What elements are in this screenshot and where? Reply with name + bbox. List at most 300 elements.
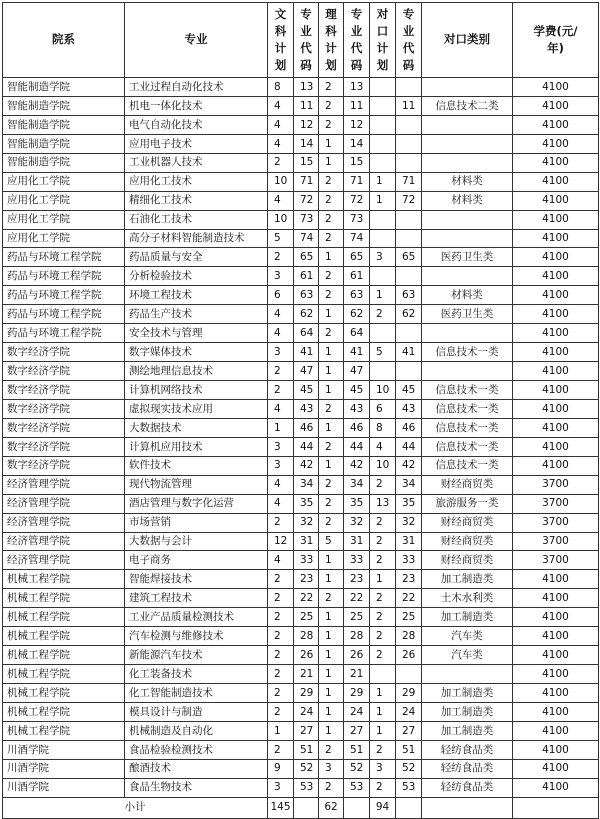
total-label: 小计	[3, 797, 268, 818]
voc-code-cell: 34	[396, 475, 422, 494]
sci-code-cell: 61	[344, 267, 370, 286]
fee-cell: 4100	[513, 456, 599, 475]
sci-code-cell: 31	[344, 532, 370, 551]
major-cell: 工业过程自动化技术	[125, 78, 268, 97]
sci-plan-cell: 2	[319, 115, 344, 134]
header-dept: 院系	[3, 3, 125, 78]
dept-cell: 智能制造学院	[3, 153, 125, 172]
table-row	[3, 172, 599, 191]
table-row	[3, 551, 599, 570]
major-cell: 化工智能制造技术	[125, 684, 268, 703]
fee-cell: 4100	[513, 134, 599, 153]
major-cell: 虚拟现实技术应用	[125, 399, 268, 418]
sci-plan-cell: 3	[319, 759, 344, 778]
dept-cell: 智能制造学院	[3, 96, 125, 115]
sci-code-cell: 13	[344, 78, 370, 97]
arts-plan-cell: 3	[268, 778, 294, 797]
voc-code-cell: 29	[396, 684, 422, 703]
voc-category-cell: 医药卫生类	[422, 248, 513, 267]
arts-code-cell: 65	[294, 248, 319, 267]
arts-plan-cell: 2	[268, 627, 294, 646]
voc-category-cell	[422, 210, 513, 229]
voc-code-cell: 11	[396, 96, 422, 115]
sci-plan-cell: 1	[319, 665, 344, 684]
voc-code-cell: 65	[396, 248, 422, 267]
arts-code-cell: 11	[294, 96, 319, 115]
sci-plan-cell: 2	[319, 210, 344, 229]
sci-code-cell: 32	[344, 513, 370, 532]
major-cell: 食品生物技术	[125, 778, 268, 797]
major-cell: 食品检验检测技术	[125, 740, 268, 759]
major-cell: 酿酒技术	[125, 759, 268, 778]
sci-plan-cell: 2	[319, 191, 344, 210]
fee-cell: 4100	[513, 191, 599, 210]
major-cell: 计算机应用技术	[125, 437, 268, 456]
major-cell: 数字媒体技术	[125, 343, 268, 362]
voc-code-cell: 35	[396, 494, 422, 513]
dept-cell: 机械工程学院	[3, 608, 125, 627]
arts-code-cell: 33	[294, 551, 319, 570]
arts-code-cell: 74	[294, 229, 319, 248]
header-arts-plan: 文科计划	[268, 3, 294, 78]
arts-plan-cell: 2	[268, 589, 294, 608]
table-row	[3, 115, 599, 134]
sci-plan-cell: 1	[319, 343, 344, 362]
table-row	[3, 513, 599, 532]
dept-cell: 机械工程学院	[3, 665, 125, 684]
total-empty-5	[513, 797, 599, 818]
dept-cell: 数字经济学院	[3, 343, 125, 362]
arts-plan-cell: 3	[268, 343, 294, 362]
fee-cell: 4100	[513, 627, 599, 646]
sci-code-cell: 23	[344, 570, 370, 589]
fee-cell: 4100	[513, 589, 599, 608]
voc-category-cell: 加工制造类	[422, 702, 513, 721]
header-voc-code: 专业代码	[396, 3, 422, 78]
voc-code-cell	[396, 665, 422, 684]
arts-plan-cell: 2	[268, 248, 294, 267]
voc-plan-cell: 4	[370, 437, 396, 456]
sci-plan-cell: 1	[319, 702, 344, 721]
table-row	[3, 740, 599, 759]
sci-plan-cell: 1	[319, 646, 344, 665]
voc-code-cell: 26	[396, 646, 422, 665]
header-sci-plan: 理科计划	[319, 3, 344, 78]
major-cell: 电气自动化技术	[125, 115, 268, 134]
sci-plan-cell: 1	[319, 551, 344, 570]
voc-plan-cell: 1	[370, 721, 396, 740]
voc-plan-cell: 1	[370, 286, 396, 305]
total-empty-2	[344, 797, 370, 818]
enrollment-plan-table	[2, 2, 599, 819]
arts-plan-cell: 10	[268, 210, 294, 229]
voc-category-cell: 材料类	[422, 286, 513, 305]
voc-plan-cell: 1	[370, 702, 396, 721]
voc-category-cell: 加工制造类	[422, 608, 513, 627]
fee-cell: 3700	[513, 494, 599, 513]
voc-category-cell: 轻纺食品类	[422, 759, 513, 778]
table-row	[3, 324, 599, 343]
arts-code-cell: 53	[294, 778, 319, 797]
table-row	[3, 475, 599, 494]
arts-plan-cell: 1	[268, 721, 294, 740]
fee-cell: 4100	[513, 267, 599, 286]
voc-plan-cell	[370, 665, 396, 684]
voc-plan-cell	[370, 78, 396, 97]
fee-cell: 4100	[513, 343, 599, 362]
dept-cell: 经济管理学院	[3, 551, 125, 570]
table-row	[3, 665, 599, 684]
table-row	[3, 229, 599, 248]
arts-code-cell: 23	[294, 570, 319, 589]
table-row	[3, 153, 599, 172]
table-row	[3, 191, 599, 210]
arts-plan-cell: 8	[268, 78, 294, 97]
voc-category-cell: 财经商贸类	[422, 475, 513, 494]
major-cell: 模具设计与制造	[125, 702, 268, 721]
voc-code-cell: 42	[396, 456, 422, 475]
arts-plan-cell: 4	[268, 475, 294, 494]
dept-cell: 数字经济学院	[3, 456, 125, 475]
major-cell: 应用化工技术	[125, 172, 268, 191]
dept-cell: 机械工程学院	[3, 702, 125, 721]
arts-code-cell: 63	[294, 286, 319, 305]
voc-category-cell: 汽车类	[422, 646, 513, 665]
arts-code-cell: 51	[294, 740, 319, 759]
dept-cell: 应用化工学院	[3, 229, 125, 248]
table-row	[3, 399, 599, 418]
voc-code-cell: 27	[396, 721, 422, 740]
table-row	[3, 759, 599, 778]
table-row	[3, 343, 599, 362]
sci-plan-cell: 1	[319, 456, 344, 475]
fee-cell: 3700	[513, 551, 599, 570]
voc-plan-cell	[370, 96, 396, 115]
voc-code-cell: 43	[396, 399, 422, 418]
arts-plan-cell: 9	[268, 759, 294, 778]
sci-plan-cell: 2	[319, 324, 344, 343]
major-cell: 药品质量与安全	[125, 248, 268, 267]
fee-cell: 4100	[513, 78, 599, 97]
major-cell: 酒店管理与数字化运营	[125, 494, 268, 513]
major-cell: 现代物流管理	[125, 475, 268, 494]
voc-category-cell: 信息技术二类	[422, 96, 513, 115]
arts-code-cell: 71	[294, 172, 319, 191]
sci-plan-cell: 2	[319, 286, 344, 305]
total-arts: 145	[268, 797, 294, 818]
arts-plan-cell: 2	[268, 513, 294, 532]
arts-plan-cell: 4	[268, 305, 294, 324]
arts-code-cell: 47	[294, 362, 319, 381]
arts-plan-cell: 2	[268, 381, 294, 400]
fee-cell: 4100	[513, 286, 599, 305]
table-row	[3, 286, 599, 305]
total-voc: 94	[370, 797, 396, 818]
dept-cell: 药品与环境工程学院	[3, 248, 125, 267]
sci-plan-cell: 1	[319, 381, 344, 400]
dept-cell: 机械工程学院	[3, 627, 125, 646]
dept-cell: 药品与环境工程学院	[3, 267, 125, 286]
sci-code-cell: 45	[344, 381, 370, 400]
voc-category-cell: 轻纺食品类	[422, 778, 513, 797]
sci-plan-cell: 1	[319, 684, 344, 703]
major-cell: 分析检验技术	[125, 267, 268, 286]
major-cell: 精细化工技术	[125, 191, 268, 210]
arts-code-cell: 44	[294, 437, 319, 456]
fee-cell: 4100	[513, 778, 599, 797]
sci-code-cell: 27	[344, 721, 370, 740]
major-cell: 测绘地理信息技术	[125, 362, 268, 381]
sci-code-cell: 52	[344, 759, 370, 778]
table-row	[3, 702, 599, 721]
arts-code-cell: 31	[294, 532, 319, 551]
dept-cell: 机械工程学院	[3, 721, 125, 740]
voc-category-cell: 信息技术一类	[422, 456, 513, 475]
voc-plan-cell: 2	[370, 608, 396, 627]
header-voc-plan: 对口计划	[370, 3, 396, 78]
sci-plan-cell: 1	[319, 608, 344, 627]
major-cell: 机电一体化技术	[125, 96, 268, 115]
arts-code-cell: 42	[294, 456, 319, 475]
fee-cell: 4100	[513, 96, 599, 115]
sci-plan-cell: 2	[319, 513, 344, 532]
voc-category-cell: 信息技术一类	[422, 343, 513, 362]
sci-plan-cell: 2	[319, 494, 344, 513]
voc-code-cell: 46	[396, 418, 422, 437]
voc-code-cell: 32	[396, 513, 422, 532]
fee-cell: 4100	[513, 437, 599, 456]
voc-category-cell	[422, 115, 513, 134]
table-row	[3, 570, 599, 589]
voc-plan-cell	[370, 115, 396, 134]
arts-plan-cell: 2	[268, 684, 294, 703]
sci-code-cell: 51	[344, 740, 370, 759]
sci-code-cell: 35	[344, 494, 370, 513]
arts-code-cell: 61	[294, 267, 319, 286]
total-row	[3, 797, 599, 818]
arts-code-cell: 22	[294, 589, 319, 608]
sci-code-cell: 28	[344, 627, 370, 646]
sci-code-cell: 12	[344, 115, 370, 134]
voc-code-cell: 45	[396, 381, 422, 400]
voc-code-cell: 24	[396, 702, 422, 721]
sci-code-cell: 25	[344, 608, 370, 627]
fee-cell: 3700	[513, 475, 599, 494]
sci-code-cell: 47	[344, 362, 370, 381]
fee-cell: 4100	[513, 248, 599, 267]
arts-code-cell: 52	[294, 759, 319, 778]
voc-code-cell: 44	[396, 437, 422, 456]
arts-code-cell: 45	[294, 381, 319, 400]
sci-code-cell: 33	[344, 551, 370, 570]
arts-plan-cell: 4	[268, 115, 294, 134]
major-cell: 化工装备技术	[125, 665, 268, 684]
table-row	[3, 589, 599, 608]
major-cell: 计算机网络技术	[125, 381, 268, 400]
fee-cell: 4100	[513, 172, 599, 191]
dept-cell: 药品与环境工程学院	[3, 286, 125, 305]
arts-plan-cell: 2	[268, 665, 294, 684]
voc-category-cell: 医药卫生类	[422, 305, 513, 324]
voc-plan-cell: 1	[370, 684, 396, 703]
voc-category-cell: 旅游服务一类	[422, 494, 513, 513]
sci-code-cell: 24	[344, 702, 370, 721]
major-cell: 工业产品质量检测技术	[125, 608, 268, 627]
voc-plan-cell: 3	[370, 248, 396, 267]
voc-code-cell: 63	[396, 286, 422, 305]
header-voc-category: 对口类别	[422, 3, 513, 78]
major-cell: 安全技术与管理	[125, 324, 268, 343]
voc-code-cell	[396, 362, 422, 381]
arts-plan-cell: 4	[268, 96, 294, 115]
dept-cell: 智能制造学院	[3, 134, 125, 153]
sci-code-cell: 11	[344, 96, 370, 115]
arts-plan-cell: 4	[268, 551, 294, 570]
voc-code-cell: 52	[396, 759, 422, 778]
arts-code-cell: 73	[294, 210, 319, 229]
arts-plan-cell: 6	[268, 286, 294, 305]
major-cell: 石油化工技术	[125, 210, 268, 229]
arts-code-cell: 64	[294, 324, 319, 343]
major-cell: 大数据技术	[125, 418, 268, 437]
voc-code-cell	[396, 134, 422, 153]
fee-cell: 4100	[513, 418, 599, 437]
sci-plan-cell: 2	[319, 475, 344, 494]
sci-plan-cell: 2	[319, 229, 344, 248]
fee-cell: 4100	[513, 684, 599, 703]
sci-code-cell: 42	[344, 456, 370, 475]
arts-code-cell: 26	[294, 646, 319, 665]
header-major: 专业	[125, 3, 268, 78]
voc-category-cell: 财经商贸类	[422, 532, 513, 551]
arts-code-cell: 21	[294, 665, 319, 684]
voc-plan-cell: 1	[370, 191, 396, 210]
arts-code-cell: 25	[294, 608, 319, 627]
arts-plan-cell: 10	[268, 172, 294, 191]
fee-cell: 4100	[513, 646, 599, 665]
voc-category-cell	[422, 229, 513, 248]
dept-cell: 机械工程学院	[3, 646, 125, 665]
voc-category-cell	[422, 324, 513, 343]
major-cell: 新能源汽车技术	[125, 646, 268, 665]
voc-plan-cell: 8	[370, 418, 396, 437]
sci-plan-cell: 1	[319, 305, 344, 324]
arts-plan-cell: 4	[268, 134, 294, 153]
voc-category-cell: 加工制造类	[422, 684, 513, 703]
arts-plan-cell: 3	[268, 267, 294, 286]
major-cell: 市场营销	[125, 513, 268, 532]
voc-code-cell	[396, 115, 422, 134]
total-sci: 62	[319, 797, 344, 818]
voc-code-cell: 71	[396, 172, 422, 191]
sci-plan-cell: 2	[319, 740, 344, 759]
header-sci-code: 专业代码	[344, 3, 370, 78]
arts-plan-cell: 4	[268, 494, 294, 513]
table-row	[3, 721, 599, 740]
arts-code-cell: 27	[294, 721, 319, 740]
sci-plan-cell: 1	[319, 153, 344, 172]
arts-plan-cell: 2	[268, 702, 294, 721]
fee-cell: 4100	[513, 381, 599, 400]
major-cell: 汽车检测与维修技术	[125, 627, 268, 646]
arts-code-cell: 41	[294, 343, 319, 362]
voc-plan-cell	[370, 267, 396, 286]
sci-plan-cell: 1	[319, 134, 344, 153]
sci-code-cell: 44	[344, 437, 370, 456]
voc-category-cell: 财经商贸类	[422, 513, 513, 532]
major-cell: 智能焊接技术	[125, 570, 268, 589]
voc-category-cell: 材料类	[422, 172, 513, 191]
fee-cell: 4100	[513, 324, 599, 343]
table-row	[3, 362, 599, 381]
arts-plan-cell: 4	[268, 324, 294, 343]
voc-code-cell: 22	[396, 589, 422, 608]
dept-cell: 数字经济学院	[3, 381, 125, 400]
voc-category-cell: 信息技术一类	[422, 381, 513, 400]
arts-code-cell: 35	[294, 494, 319, 513]
sci-plan-cell: 2	[319, 778, 344, 797]
dept-cell: 川酒学院	[3, 778, 125, 797]
arts-code-cell: 34	[294, 475, 319, 494]
major-cell: 电子商务	[125, 551, 268, 570]
table-row	[3, 134, 599, 153]
sci-code-cell: 15	[344, 153, 370, 172]
fee-cell: 4100	[513, 665, 599, 684]
fee-cell: 4100	[513, 399, 599, 418]
arts-plan-cell: 2	[268, 740, 294, 759]
voc-plan-cell: 2	[370, 778, 396, 797]
total-empty-4	[422, 797, 513, 818]
sci-code-cell: 63	[344, 286, 370, 305]
fee-cell: 4100	[513, 229, 599, 248]
voc-code-cell	[396, 210, 422, 229]
voc-category-cell	[422, 665, 513, 684]
fee-cell: 4100	[513, 702, 599, 721]
major-cell: 环境工程技术	[125, 286, 268, 305]
arts-code-cell: 14	[294, 134, 319, 153]
voc-code-cell: 53	[396, 778, 422, 797]
sci-code-cell: 43	[344, 399, 370, 418]
major-cell: 机械制造及自动化	[125, 721, 268, 740]
arts-plan-cell: 2	[268, 646, 294, 665]
dept-cell: 经济管理学院	[3, 513, 125, 532]
sci-code-cell: 22	[344, 589, 370, 608]
fee-cell: 4100	[513, 153, 599, 172]
sci-code-cell: 26	[344, 646, 370, 665]
table-row	[3, 437, 599, 456]
header-arts-code: 专业代码	[294, 3, 319, 78]
sci-plan-cell: 2	[319, 399, 344, 418]
table-row	[3, 248, 599, 267]
dept-cell: 经济管理学院	[3, 532, 125, 551]
arts-code-cell: 32	[294, 513, 319, 532]
arts-plan-cell: 5	[268, 229, 294, 248]
dept-cell: 智能制造学院	[3, 115, 125, 134]
table-row	[3, 418, 599, 437]
major-cell: 高分子材料智能制造技术	[125, 229, 268, 248]
voc-plan-cell: 13	[370, 494, 396, 513]
major-cell: 工业机器人技术	[125, 153, 268, 172]
sci-code-cell: 46	[344, 418, 370, 437]
dept-cell: 药品与环境工程学院	[3, 324, 125, 343]
table-row	[3, 96, 599, 115]
total-empty-1	[294, 797, 319, 818]
sci-code-cell: 73	[344, 210, 370, 229]
dept-cell: 川酒学院	[3, 740, 125, 759]
arts-plan-cell: 2	[268, 570, 294, 589]
voc-plan-cell: 1	[370, 570, 396, 589]
voc-category-cell: 财经商贸类	[422, 551, 513, 570]
